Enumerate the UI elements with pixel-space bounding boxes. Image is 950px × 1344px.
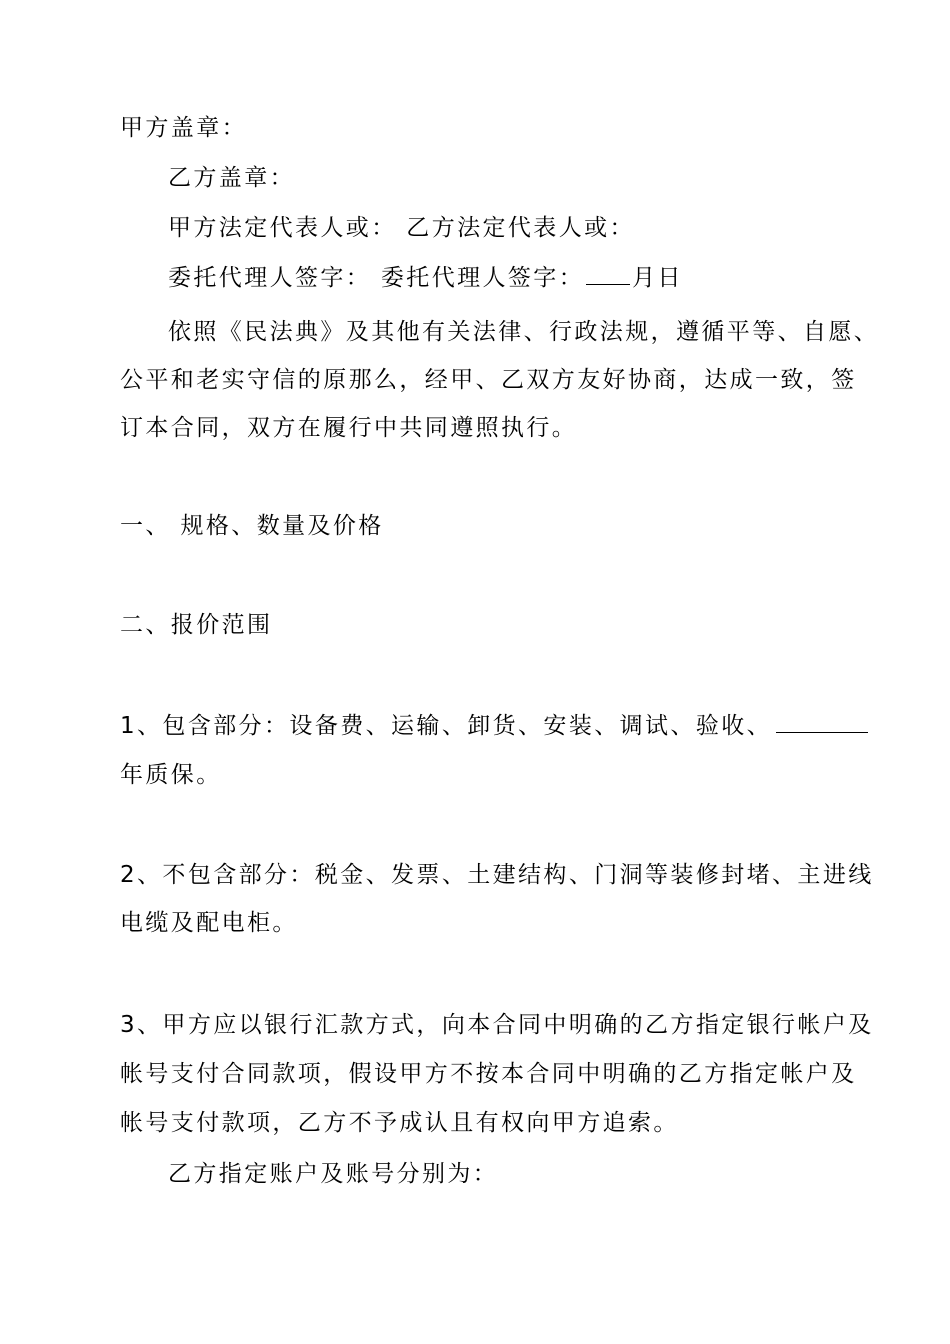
account-intro: 乙方指定账户及账号分别为： (168, 1161, 499, 1187)
legal-representatives: 甲方法定代表人或： 乙方法定代表人或： (168, 215, 635, 241)
section-heading-2: 二、报价范围 (120, 612, 273, 638)
item-3-line-2: 帐号支付合同款项，假设甲方不按本合同中明确的乙方指定帐户及 (120, 1061, 857, 1087)
item-3-line-1: 3、甲方应以银行汇款方式，向本合同中明确的乙方指定银行帐户及 (120, 1012, 874, 1038)
item-1-line-1 (120, 711, 868, 741)
item-1-text: 1、包含部分：设备费、运输、卸货、安装、调试、验收、 (120, 713, 773, 739)
item-2-line-1: 2、不包含部分：税金、发票、土建结构、门洞等装修封堵、主进线 (120, 862, 874, 888)
warranty-years-blank (776, 728, 868, 733)
section-heading-1: 一、 规格、数量及价格 (120, 513, 384, 539)
party-a-seal: 甲方盖章： (120, 115, 247, 141)
item-3-line-3: 帐号支付款项，乙方不予成认且有权向甲方追索。 (120, 1110, 679, 1136)
agent-signature-prefix: 委托代理人签字： 委托代理人签字： (168, 265, 585, 291)
item-2-line-2: 电缆及配电柜。 (120, 910, 298, 936)
party-b-seal: 乙方盖章： (168, 165, 295, 191)
agent-signature-suffix: 月日 (632, 265, 683, 291)
preamble-line-1: 依照《民法典》及其他有关法律、行政法规，遵循平等、自愿、 (168, 319, 880, 345)
date-blank (586, 280, 630, 285)
preamble-line-3: 订本合同，双方在履行中共同遵照执行。 (120, 415, 578, 441)
preamble-line-2: 公平和老实守信的原那么，经甲、乙双方友好协商，达成一致，签 (120, 367, 857, 393)
item-1-line-2: 年质保。 (120, 762, 222, 788)
agent-signature-line (168, 263, 683, 293)
